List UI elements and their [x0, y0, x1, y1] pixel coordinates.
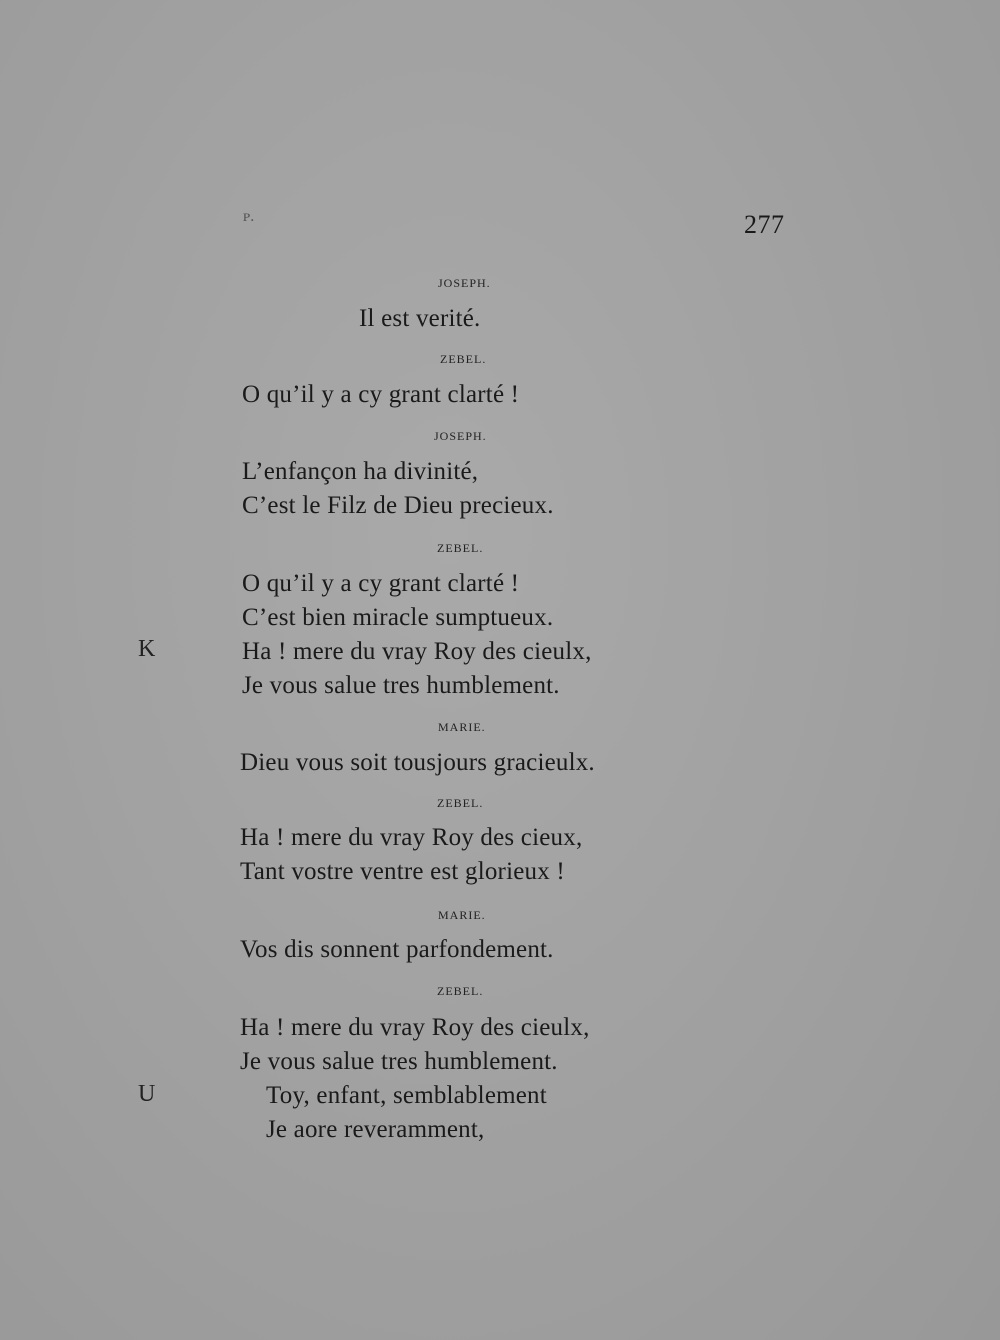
- corner-mark: ᴘ.: [243, 208, 255, 225]
- speaker-name: MARIE.: [438, 908, 486, 922]
- verse-line: O qu’il y a cy grant clarté !: [242, 570, 520, 597]
- verse-line: Il est verité.: [359, 305, 481, 332]
- verse-line: C’est bien miracle sumptueux.: [242, 604, 554, 631]
- verse-line: Vos dis sonnent parfondement.: [240, 936, 554, 963]
- verse-line: Je vous salue tres humblement.: [242, 672, 560, 699]
- speaker-name: ZEBEL.: [440, 352, 487, 366]
- margin-letter: U: [138, 1081, 156, 1107]
- speaker-name: MARIE.: [438, 720, 486, 734]
- verse-line: Tant vostre ventre est glorieux !: [240, 858, 565, 885]
- margin-letter: K: [138, 636, 156, 662]
- verse-line: Dieu vous soit tousjours gracieulx.: [240, 749, 595, 776]
- speaker-name: ZEBEL.: [437, 541, 484, 555]
- verse-line: Je vous salue tres humblement.: [240, 1048, 558, 1075]
- verse-line: Je aore reveramment,: [266, 1116, 485, 1143]
- speaker-name: ZEBEL.: [437, 984, 484, 998]
- verse-line: Ha ! mere du vray Roy des cieux,: [240, 824, 583, 851]
- verse-line: C’est le Filz de Dieu precieux.: [242, 492, 554, 519]
- speaker-name: JOSEPH.: [438, 276, 491, 290]
- verse-line: Ha ! mere du vray Roy des cieulx,: [242, 638, 592, 665]
- speaker-name: JOSEPH.: [434, 429, 487, 443]
- verse-line: L’enfançon ha divinité,: [242, 458, 479, 485]
- page-number: 277: [744, 210, 785, 239]
- verse-line: O qu’il y a cy grant clarté !: [242, 381, 520, 408]
- verse-line: Ha ! mere du vray Roy des cieulx,: [240, 1014, 590, 1041]
- speaker-name: ZEBEL.: [437, 796, 484, 810]
- verse-line: Toy, enfant, semblablement: [266, 1082, 547, 1109]
